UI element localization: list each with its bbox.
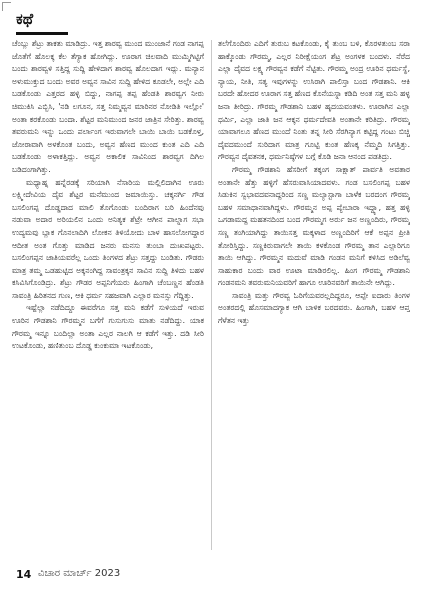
paragraph: ಮಧ್ಯಾಹ್ನ ಹನ್ನೆರಡಕ್ಕೆ ಸರಿಯಾಗಿ ನೆಸಾರಿಯ ಮಲ್ಲಿಲಿದಾಗಿನ ಊರು ಲಕ್ಷ್ಮೀದೇವಿಯ ದೈವ ಶೆಟ್ಟರ ಮನೆಮುಂದ ಜಮಾಯಿಸ್ತು. ಚಕ್ಕನರ್ಗಿ ಗೌಡ ಬಸಲಿಂಗಪ್ಪ ದೊಡ್ಡದಾದ ಮಾಲಿ ತೊಗೊಂಡು ಬಂದಿರಾಗ ಬರಿ ಹಿಂದೆನವು ನಡುವಾ ಅದಾರ ಅರಿಯಲಿನ ಒಂದು ಅನಿತ್ಯಕ ಶೆಟ್ರೇ ಆಗೀನ ಪಾಲ್ನಾಗ ಸಭಾ ಉದ್ಯಮವು ಬ್ಲಾಕ ಗೊನಲಾದಿಗಿ ಲೋಕನ ತಿಳಿಯೋದು ಬಾಳ ಹಾಸಲೋಗದ್ದಾರ ಆದೀತ ಅಂತ ಗೊತ್ತು ಮಾಡಿದ ಜನರು ಮನಸು ತುಂಬಾ ದುಃಖಪಟ್ಟರು. ಬಸಲಿಂಗಪ್ಪನ ಜಾತಿಯವರೆಲ್ಲ ಒಂದು ತಿಂಗಳದ ಶೆಟ್ರು ಸತ್ತದ್ದು ಬಂಡಿತು. ಗೌಡರು ಮಾತ್ರ ತಮ್ಮ ಒಡಹುಟ್ಟಿದ ಅಕ್ಕನಂಗಿದ್ದ ಸಾವಂತ್ರಕ್ಕನ ಸಾವಿನ ಸುದ್ದಿ ತಿಳಿದು ಬಹಳ ಕಸಿವಿಸಿಗೊಂಡಿದ್ರು. ಶೆಟ್ರು ಗೌಡರ ಅಪ್ಪನಿಗೆಯರು ಹಿಂಗಾಗಿ ಚೆಂಬಣ್ಣನ ಹೆಂಡತಿ ಸಾವಂತ್ರಿ ಹಿರಿತನದ ಗುಣ, ಆಕಿ ಧರ್ಮ ಸಹಜವಾಗಿ ಎಲ್ಲಾರ ಮನಸ್ಸು ಗೆದ್ದಿತ್ತು. — [12, 177, 204, 300]
paragraph: ಇಷ್ಟೆಲ್ಲಾ ನಡೆದಿದ್ದೂ ಈವರೆಗೂ ಸತ್ತ ಮನಿ ಕಡೆಗೆ ಸುಳಿಯದೆ ಇರುವ ಊರಿನ ಗೌಡಶಾನಿ ಗೌರಮ್ಮನ ಬಗೆಗೆ ಗುಸುಗುಸು ಮಾತು ನಡೆದಿದ್ದು. ಯಾಕ ಗೌರಮ್ಮ ಇನ್ನೂ ಬಂದಿಲ್ಲಾ ಅಂತಾ ಎಲ್ಲರ ನಾಲಗಿ ಆ ಕಡೆಗೆ ಇತ್ತು. ದಡಿ ಸೀರಿ ಉಟಕೊಂಡು, ಹಣಿತುಂಬ ದೊಡ್ಡ ಕುಂಕುಮಾ ಇಟಕೊಂಡು, — [12, 303, 204, 351]
section-underline — [16, 32, 68, 35]
magazine-name: ವಿಚಾರ ಮಾರ್ಚ್ 2023 — [38, 568, 121, 579]
article-body — [12, 38, 410, 560]
right-column — [218, 38, 410, 560]
left-column — [12, 38, 204, 560]
paragraph: ತಲೆಗೊಂದಿರು ಎದಿಗೆ ತುರುಬ ಕಟಕೊಂಡು, ಕೈ ತುಂಬ ಬಳಿ, ಕೊರಳತುಂಬ ಸರಾ ಹಾಕ್ಕೊಂಡು ಗೌರಮ್ಮ, ಎಲ್ಲರ ನಿರೀಕ್ಷೆಯಂಗ ಶೆಟ್ರ ಅಂಗಳಕ ಬಂದಳು. ನೆರೆದ ಎಲ್ಲಾ ದೈವದ ಲಕ್ಷ್ಯ ಗೌರವ್ವನ ಕಡೆಗೆ ನೆಟ್ಟಿತು. ಗೌರಮ್ಮ ಅಂದ್ರ ಊರಿನ ಧರ್ಮಸ್ಥೆ, ನ್ಯಾಯ, ನೀತಿ, ಸತ್ಯ ಇವುಗಳನ್ನು ಉಸಿರಾಗಿ ಪಾಲಿಸ್ತಾ ಬಂದ ಗೌಡಶಾನಿ. ಆಕಿ ಬರದೇ ಹೋದರ ಊರಾಗ ಸತ್ತ ಹೆಣದ ಕೊನೆಯಸ್ನಾ ಕಡಿದಿ ಅಂತ ಸತ್ತ ಮನಿ ಹಳ್ಳ ಜನಾ ತೀರಿದ್ರು. ಗೌರಮ್ಮ ಗೌಡಶಾನಿ ಬಹಳ ಹೃದಯವಂತಳು. ಊರಾಗಿನ ಎಲ್ಲಾ ಧರ್ಮಿ, ಎಲ್ಲಾ ಜಾತಿ ಜನ ಆಕ್ಕನ ಧರ್ಮದೇವತಿ ಅಂತಾನೇ ಕರಿತಿದ್ರು. ಗೌರಮ್ಮ ಯಾವಾಗಲೂ ಹೆಣದ ಮುಂದೆ ನಿಂತು ತನ್ನ ಸೀರಿ ಸೆರಗಿನ್ಯಾಗ ಕಟ್ಟಿದ್ದ ಗಂಟು ಬಿಚ್ಚಿ ದೈವದಮುಂದೆ ಸುರಿದಾಗ ಮಾತ್ರ ಗೂಟ್ಟಿ ಕುಂತ ಹೆಣಕ್ಕ ನೆಮ್ಮದಿ ಸಿಗತ್ತಿತ್ತು. ಗೌರವ್ವನ ದೈವತನಕ, ಧರ್ಮನಿಷ್ಠೆಗಳ ಬಗ್ಗೆ ಕೊಡಿ ಜನಾ ಆನಂದ ಪಡತಿದ್ರು. — [218, 39, 410, 162]
page-header — [12, 6, 410, 36]
paragraph: ಗೌರಮ್ಮ ಗೌಡಶಾನಿ ಹೆಸರೀಗೆ ತಕ್ಕಂಗ ಸಾಕ್ಷಾತ್ ಪಾರ್ವತಿ ಅವತಾರ ಅಂತಾನೇ ಹೆತ್ತು ಹಳ್ಳಿಗೆ ಹೆಸರುವಾಸಿಯಾದವಳು. ಗಂಡ ಬಸಲಿಂಗಪ್ಪ ಬಹಳ ಸಿಡುಕಿನ ಸ್ವಭಾವದವನಾದ್ದರಿಂದ ಸಣ್ಣ ಮಲ್ಯಾಸ್ಟಾಗಾ ಬಾಳೆಕ ಬರದಂಗ ಗೌರಮ್ಮ ಬಹಳ ಸಮಾಧಾನವಾಗಿದ್ದಳು. ಗೌರಮ್ಮನ ಅಪ್ಪ ಪ್ಯೇಬಾರಾ ಇದ್ದ್ಯಾ, ಹತ್ತ ಹಳ್ಳಿ ಒಗಡಾಮದ್ದ ಮಹತನದಿಂದ ಬಂದ ಗೌರಮ್ಮಗ ಅರ್ರು ಜನ ಅಣ್ಣಂದಿರು, ಗೌರಮ್ಮ ಸಣ್ಣ ತಂಗಿಯಾಗಿದ್ದು ತಾಯಿಸತ್ತ ಮಕ್ಕಳಾದ ಅಣ್ಣಂದಿರಿಗೆ ಆಕೆ ಅಪ್ಪನ ಪ್ರೀತಿ ತೋರಿಸ್ತಿದ್ದು. ಸಣ್ಣಕಿರುವಾಗಲೇ ತಾಯಿ ಕಳಕೊಂಡ ಗೌರಮ್ಮ ತಾನ ಎಲ್ಲಾರಿಗೂ ತಾಯಿ ಆಗಿದ್ದು. ಗೌರಮ್ಮನ ಮದುವೆ ಮಾಡಿ ಗಂಡನ ಮನಿಗೆ ಕಳಿಸಿದ ಅಡಿಲೆವ್ವ ಸಾಹುಕಾರ ಬಂದು ವಾರ ಊಟಾ ಮಾಡಿರಲಿಲ್ಲ. ಹಿಂಗ ಗೌರಮ್ಮ ಗೌಡಶಾನಿ ಗಂಡನಮನಿ ತವರುಮನಿಯವರಿಗೆ ಹಾಗೂ ಊರಿನವರಿಗೆ ತಾಯಿನೇ ಆಗಿದ್ಲು. — [218, 164, 410, 288]
column-divider — [211, 40, 212, 550]
page-footer — [12, 566, 410, 586]
paragraph: ಸಾವಂತ್ರಿ ಮತ್ತು ಗೌರವ್ವ ಓರಿಗೆಯವರಲ್ಲದಿದ್ದರೂ, ಆಪ್ಪೇ ಐದಾರು ತಿಂಗಳ ಅಂತರದಲ್ಲಿ ಹೊಸಮಾದಗ್ಯಾಕ ಆಗಿ ಬಾಳಿಕ ಬರದವರು. ಹಿಂಗಾಗಿ, ಬಹಳ ಆಪ್ತ ಗೆಳೆತನ ಇತ್ತು — [218, 290, 410, 326]
section-label: ಕಥೆ — [16, 10, 34, 28]
crop-mark — [2, 2, 11, 11]
page-number: 14 — [16, 568, 32, 581]
paragraph: ಚೆಂಬ್ಲು ಶೆಟ್ರು ತಾಕತು ಮಾಡಿದ್ರು. ಇತ್ತ ಶಾರವ್ವ ಮುಂದ ಮುಂಜಾನೆ ಗಂಡ ನಾಗಪ್ಪ ಜೊತೆಗೆ ಹೊಲಕ್ಕ ಕೆಲ ತೆಗ್ಯಾಕ ಹೋಗಿದ್ಲು. ಊರಾಗ ಚಿಲವಾದಿ ಮುಮ್ಮಿಗಿಟ್ಟಿಗೆ ಬಂದು ಶಾರವ್ವಳಿ ಸತ್ತಿದ್ದ ಸುದ್ದಿ ಹೇಳಿದಾಗ ಶಾರವ್ವ ಹೊಲದಾಗ ಇದ್ಲು. ಮನ್ಯಾನ ಅಳುಮುಕ್ತುದ ಬಂದು ಅವರ ಅವ್ವನ ಸಾವಿನ ಸುದ್ದಿ ಹೇಳಿದ ಕೂಡಲೇ, ಅಲ್ಲೇ ಎದಿ ಬಡಕೊಂಡು ಎತ್ತರದ ಹಳ್ಳಿ ಬಿದ್ದು, ನಾಗಪ್ಪ ತಪ್ಪ ಹೆಂಡತಿ ಶಾರವ್ವಗ ನೀರು ಚಿಮುಕಿಸಿ ಎಬ್ಬಿಸಿ, 'ನಡಿ ಲಗೂನ, ಸತ್ತ ನಿಮ್ಮವ್ವನ ಮಾರಿನರ ನೋಡಿತಿ ಇಲ್ಲೋ' ಅಂತಾ ಕರಕೊಂಡು ಬಂದಾ. ಶೆಟ್ಟರ ಮನಿಮುಂದ ಜನರ ಜಾತ್ರಿನ ಸೇರಿತ್ತು. ಶಾರವ್ವ ತವರುಮನಿ ಇನ್ನು ಒಂದು ಪರ್ಲಾಂಗ ಇರುವಾಗಲೇ ಬಾಯಿ ಬಾಯಿ ಬಡಕೊಳ್ತ, ಜೋರಾವಾಗಿ ಅಳಕೊಂತ ಬಂದು, ಅವ್ವನ ಹೆಣದ ಮುಂದ ಕುಂತ ಎದಿ ಎದಿ ಬಡಕೊಂಡು ಅಳಾಕತ್ತಿದ್ಲು. ಅವ್ವನ ಅಕಾಲಿಕ ಸಾವಿನಿಂದ ಶಾರವ್ವಗ ದಿಗಿಲ ಬಡಿದಂಗಾಗಿತ್ತು. — [12, 39, 204, 174]
